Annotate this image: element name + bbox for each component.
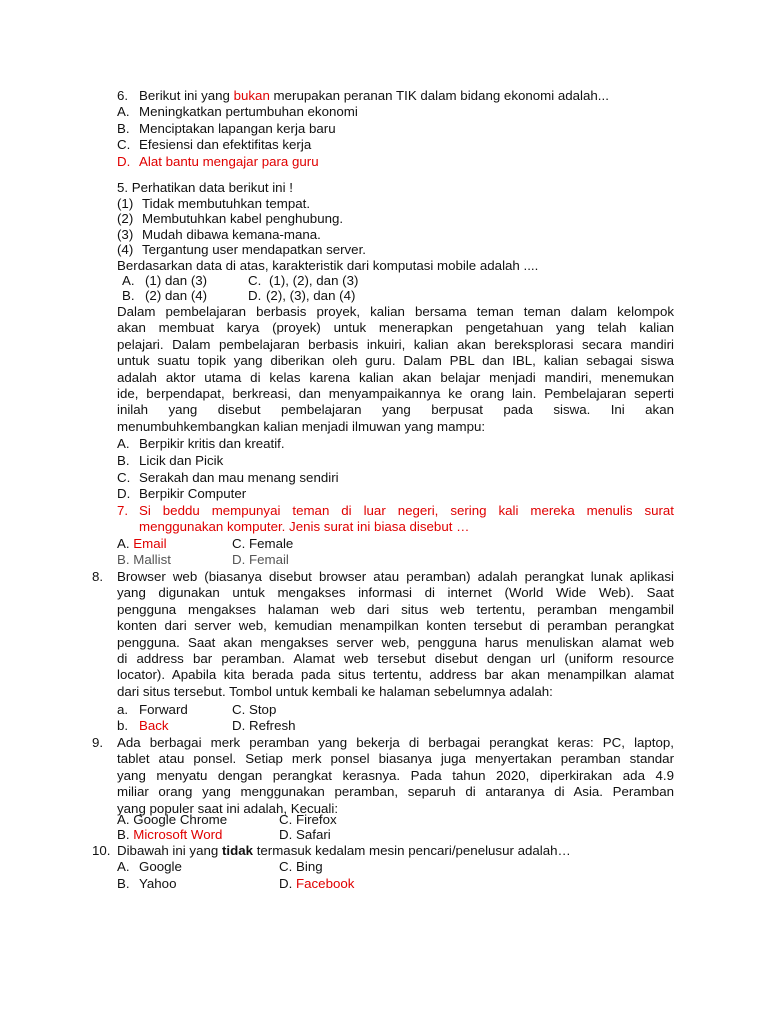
q7-stem-line: menggunakan komputer. Jenis surat ini biasa disebut … bbox=[139, 519, 470, 535]
paragraph-line: pengguna mengakses halaman web dari situs web tertentu, peramban mengambil bbox=[117, 601, 674, 617]
q5-option-letter: D. bbox=[248, 288, 262, 303]
paragraph-line: inilah yang disebut pembelajaran yang berpusat pada siswa. Ini akan bbox=[117, 402, 674, 418]
q10-answer-facebook: Facebook bbox=[296, 876, 355, 891]
q5-intro: 5. Perhatikan data berikut ini ! bbox=[117, 180, 293, 195]
q6-option-text: Meningkatkan pertumbuhan ekonomi bbox=[139, 104, 358, 119]
q5-option-text: (1) dan (3) bbox=[145, 273, 208, 288]
q5-option-text: (1), (2), dan (3) bbox=[269, 273, 359, 288]
q10-option-b-letter: B. bbox=[117, 876, 130, 891]
q6-number: 6. bbox=[117, 88, 129, 103]
pbl-option-text: Berpikir kritis dan kreatif. bbox=[139, 436, 285, 451]
q5-option-text: (2) dan (4) bbox=[145, 288, 208, 303]
q9-option-b: B. Microsoft Word bbox=[117, 827, 223, 842]
pbl-option-text: Serakah dan mau menang sendiri bbox=[139, 470, 339, 485]
q7-option-c: C. Female bbox=[232, 536, 294, 551]
q6-option-text: Menciptakan lapangan kerja baru bbox=[139, 121, 336, 136]
q5-item-text: Tergantung user mendapatkan server. bbox=[142, 242, 366, 257]
paragraph-line: akan membuat karya (proyek) untuk menerapkan pengetahuan yang telah kalian bbox=[117, 320, 674, 336]
paragraph-line: yang menyatu dengan perangkat kerasnya. Pada tahun 2020, diperkirakan ada 4.9 bbox=[117, 767, 674, 783]
q6-option-letter: A. bbox=[117, 104, 130, 119]
q10-option-c: C. Bing bbox=[279, 859, 323, 874]
paragraph-line: Ada berbagai merk peramban yang bekerja di berbagai perangkat keras: PC, laptop, bbox=[117, 735, 674, 750]
q7-answer-email: Email bbox=[133, 536, 167, 551]
q8-option-a-letter: a. bbox=[117, 702, 129, 717]
paragraph-line: Browser web (biasanya disebut browser atau peramban) adalah perangkat lunak aplikasi bbox=[117, 569, 674, 584]
pbl-paragraph bbox=[117, 304, 674, 435]
q5-item-text: Mudah dibawa kemana-mana. bbox=[142, 227, 321, 242]
pbl-option-text: Berpikir Computer bbox=[139, 486, 247, 501]
q8-number: 8. bbox=[92, 569, 104, 584]
q9-option-d: D. Safari bbox=[279, 827, 331, 842]
q5-question: Berdasarkan data di atas, karakteristik dari komputasi mobile adalah .... bbox=[117, 258, 539, 273]
q5-item-text: Tidak membutuhkan tempat. bbox=[142, 196, 311, 211]
pbl-option-text: Licik dan Picik bbox=[139, 453, 224, 468]
paragraph-line: yang populer saat ini adalah, Kecuali: bbox=[117, 800, 339, 816]
paragraph-line: konten dari server web, kemudian menampilkan konten tersebut di peramban perangkat bbox=[117, 618, 674, 634]
q6-option-text-answer: Alat bantu mengajar para guru bbox=[139, 154, 319, 169]
q5-item-number: (1) bbox=[117, 196, 134, 211]
pbl-option-letter: A. bbox=[117, 436, 130, 451]
q5-option-letter: B. bbox=[122, 288, 135, 303]
pbl-option-letter: B. bbox=[117, 453, 130, 468]
paragraph-line: ide, berpendapat, berkreasi, dan menyampaikannya ke orang lain. Pembelajaran seperti bbox=[117, 385, 674, 401]
q7-option-b: B. Mallist bbox=[117, 552, 171, 567]
q9-paragraph bbox=[117, 735, 674, 817]
q9-answer-microsoft-word: Microsoft Word bbox=[133, 827, 223, 842]
pbl-option-letter: D. bbox=[117, 486, 131, 501]
pbl-option-letter: C. bbox=[117, 470, 131, 485]
q5-option-letter: C. bbox=[248, 273, 262, 288]
q6-option-letter-answer: D. bbox=[117, 154, 131, 169]
q8-paragraph bbox=[117, 569, 674, 700]
paragraph-line: menumbuhkembangkan kalian menjadi ilmuwan yang mampu: bbox=[117, 418, 486, 434]
q8-option-b-letter: b. bbox=[117, 718, 129, 733]
q10-option-a-letter: A. bbox=[117, 859, 130, 874]
q9-option-a: A. Google Chrome bbox=[117, 812, 228, 827]
paragraph-line: locator). Apabila kita berada pada situs tertentu, address bar akan menampilkan alamat bbox=[117, 667, 674, 683]
q6-option-letter: C. bbox=[117, 137, 131, 152]
paragraph-line: miliar orang yang menggunakan peramban, separuh di antaranya di Asia. Peramban bbox=[117, 784, 674, 800]
paragraph-line: pengguna. Saat akan mengakses server web, pengguna harus menuliskan alamat web bbox=[117, 634, 674, 650]
q10-option-d: D. Facebook bbox=[279, 876, 355, 891]
paragraph-line: yang digunakan untuk mengakses informasi di internet (World Wide Web). Saat bbox=[117, 585, 674, 601]
q10-stem-emphasis: tidak bbox=[221, 843, 254, 858]
q10-option-a-text: Google bbox=[139, 859, 182, 874]
q8-option-c: C. Stop bbox=[232, 702, 277, 717]
paragraph-line: di address bar peramban. Alamat web tersebut disebut dengan url (uniform resource bbox=[117, 650, 674, 666]
q7-option-d: D. Femail bbox=[232, 552, 289, 567]
paragraph-line: pelajari. Dalam pembelajaran berbasis inkuiri, kalian akan bereksplorasi secara mandiri bbox=[117, 336, 674, 352]
q5-item-number: (4) bbox=[117, 242, 134, 257]
q8-answer-back: Back bbox=[139, 718, 169, 733]
paragraph-line: adalah aktor utama di kelas karena kalian akan belajar menjadi mandiri, menemukan bbox=[117, 369, 674, 385]
q7-stem-line: Si beddu mempunyai teman di luar negeri, sering kali mereka menulis surat bbox=[139, 503, 674, 518]
q9-option-c: C. Firefox bbox=[279, 812, 337, 827]
q7-stem bbox=[139, 503, 674, 536]
q6-stem-emphasis: bukan bbox=[233, 88, 270, 103]
paragraph-line: tablet atau ponsel. Setiap merk ponsel biasanya juga menyertakan peramban standar bbox=[117, 751, 674, 767]
q10-option-b-text: Yahoo bbox=[139, 876, 177, 891]
q5-item-text: Membutuhkan kabel penghubung. bbox=[142, 211, 344, 226]
q6-stem: Berikut ini yang bukan merupakan peranan TIK dalam bidang ekonomi adalah... bbox=[139, 88, 609, 103]
q7-option-a: A. Email bbox=[117, 536, 167, 551]
q5-option-letter: A. bbox=[122, 273, 135, 288]
paragraph-line: untuk suatu topik yang diberikan oleh guru. Dalam PBL dan IBL, kalian sebagai siswa bbox=[117, 353, 674, 369]
q5-item-number: (3) bbox=[117, 227, 134, 242]
q10-stem: Dibawah ini yang tidak termasuk kedalam mesin pencari/penelusur adalah… bbox=[117, 843, 571, 858]
q6-option-letter: B. bbox=[117, 121, 130, 136]
q8-option-a-text: Forward bbox=[139, 702, 188, 717]
q7-number: 7. bbox=[117, 503, 129, 518]
q6-option-text: Efesiensi dan efektifitas kerja bbox=[139, 137, 312, 152]
q9-number: 9. bbox=[92, 735, 104, 750]
q10-number: 10. bbox=[92, 843, 111, 858]
paragraph-line: Dalam pembelajaran berbasis proyek, kalian bersama teman teman dalam kelompok bbox=[117, 304, 674, 319]
q8-option-d: D. Refresh bbox=[232, 718, 296, 733]
q5-option-text: (2), (3), dan (4) bbox=[266, 288, 356, 303]
paragraph-line: dari situs tersebut. Tombol untuk kembali ke halaman sebelumnya adalah: bbox=[117, 683, 553, 699]
q5-item-number: (2) bbox=[117, 211, 134, 226]
